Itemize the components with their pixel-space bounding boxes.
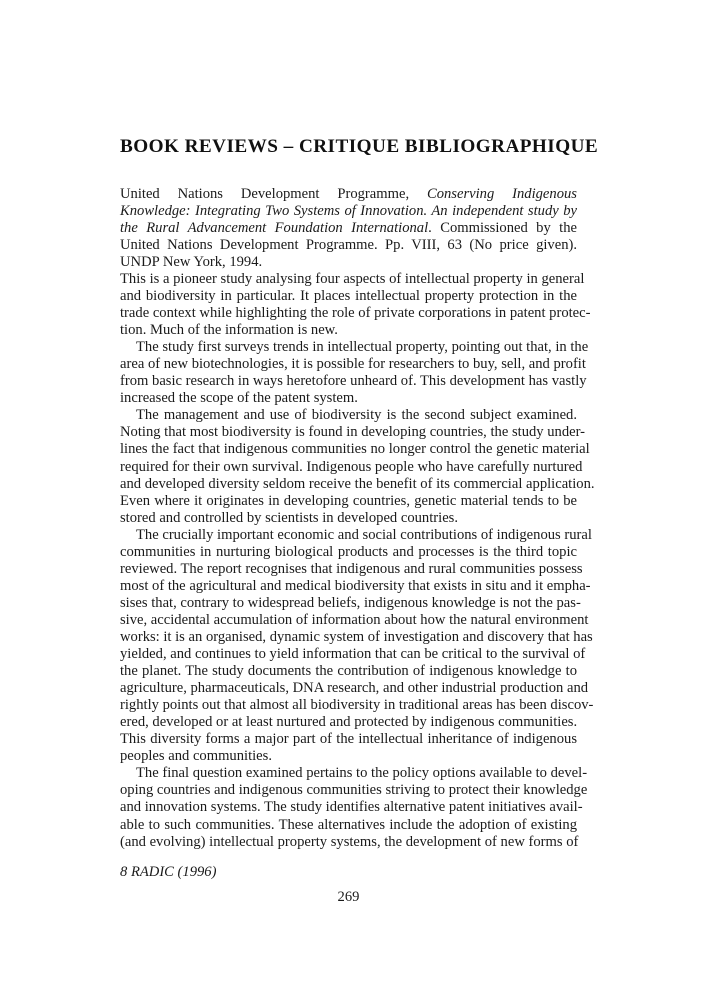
text-line: able to such communities. These alternatives include the adoption of existing [120, 816, 577, 833]
citation-author: United Nations Development Programme, [120, 186, 427, 202]
text-line: lines the fact that indigenous communities no longer control the genetic material [120, 441, 590, 458]
text-line: stored and controlled by scientists in developed countries. [120, 509, 459, 526]
text-line: the planet. The study documents the contribution of indigenous knowledge to [120, 663, 577, 680]
text-line: ered, developed or at least nurtured and protected by indigenous communities. [120, 714, 578, 731]
journal-reference: 8 RADIC (1996) [120, 864, 217, 880]
review-paragraph [120, 765, 588, 850]
text-line: trade context while highlighting the role of private corporations in patent protec- [120, 305, 591, 322]
text-line: and biodiversity in particular. It places intellectual property protection in the [120, 288, 577, 305]
review-body [120, 271, 595, 851]
text-line: The study first surveys trends in intellectual property, pointing out that, in the [136, 339, 589, 356]
text-line: This diversity forms a major part of the intellectual inheritance of indigenous [120, 731, 577, 748]
review-paragraph [120, 271, 591, 339]
text-line: peoples and communities. [120, 748, 272, 765]
section-heading: BOOK REVIEWS – CRITIQUE BIBLIOGRAPHIQUE [120, 136, 599, 157]
text-line: required for their own survival. Indigenous people who have carefully nurtured [120, 458, 583, 475]
text-line: works: it is an organised, dynamic system of investigation and discovery that has [120, 628, 593, 645]
text-line: area of new biotechnologies, it is possible for researchers to buy, sell, and profit [120, 356, 586, 373]
review-paragraph [120, 339, 589, 407]
text-line: The management and use of biodiversity is the second subject examined. [136, 407, 577, 424]
text-line: increased the scope of the patent system. [120, 390, 358, 407]
text-line: oping countries and indigenous communities striving to protect their knowledge [120, 782, 588, 799]
citation-title: Conserving Indigenous Knowledge: Integrating Two Systems of Innovation. An independent study by the Rural Advancement Foundation International [120, 186, 577, 236]
text-line: The crucially important economic and social contributions of indigenous rural [136, 526, 592, 543]
text-line: rightly points out that almost all biodiversity in traditional areas has been discov- [120, 697, 594, 714]
text-line: agriculture, pharmaceuticals, DNA research, and other industrial production and [120, 680, 589, 697]
text-line: Even where it originates in developing countries, genetic material tends to be [120, 492, 577, 509]
text-line: most of the agricultural and medical biodiversity that exists in situ and it empha- [120, 577, 591, 594]
text-line: Noting that most biodiversity is found in developing countries, the study under- [120, 424, 586, 441]
text-line: sises that, contrary to widespread beliefs, indigenous knowledge is not the pas- [120, 594, 581, 611]
text-line: tion. Much of the information is new. [120, 322, 338, 339]
text-line: and developed diversity seldom receive the benefit of its commercial application. [120, 475, 595, 492]
text-line: from basic research in ways heretofore unheard of. This development has vastly [120, 373, 587, 390]
review-paragraph [120, 526, 594, 766]
book-citation [120, 186, 577, 271]
text-line: reviewed. The report recognises that indigenous and rural communities possess [120, 560, 583, 577]
review-paragraph [120, 407, 595, 526]
citation-details: . Commissioned by the United Nations Development Programme. Pp. VIII, 63 (No price given). UNDP New York, 1994. [120, 220, 578, 270]
text-line: This is a pioneer study analysing four aspects of intellectual property in general [120, 271, 585, 287]
text-line: The final question examined pertains to the policy options available to devel- [136, 765, 588, 782]
page-number: 269 [337, 889, 360, 905]
text-line: communities in nurturing biological products and processes is the third topic [120, 543, 577, 560]
text-line: yielded, and continues to yield information that can be critical to the survival of [120, 646, 586, 663]
text-line: sive, accidental accumulation of information about how the natural environment [120, 611, 589, 628]
text-line: and innovation systems. The study identifies alternative patent initiatives avail- [120, 799, 583, 816]
text-line: (and evolving) intellectual property systems, the development of new forms of [120, 833, 579, 850]
